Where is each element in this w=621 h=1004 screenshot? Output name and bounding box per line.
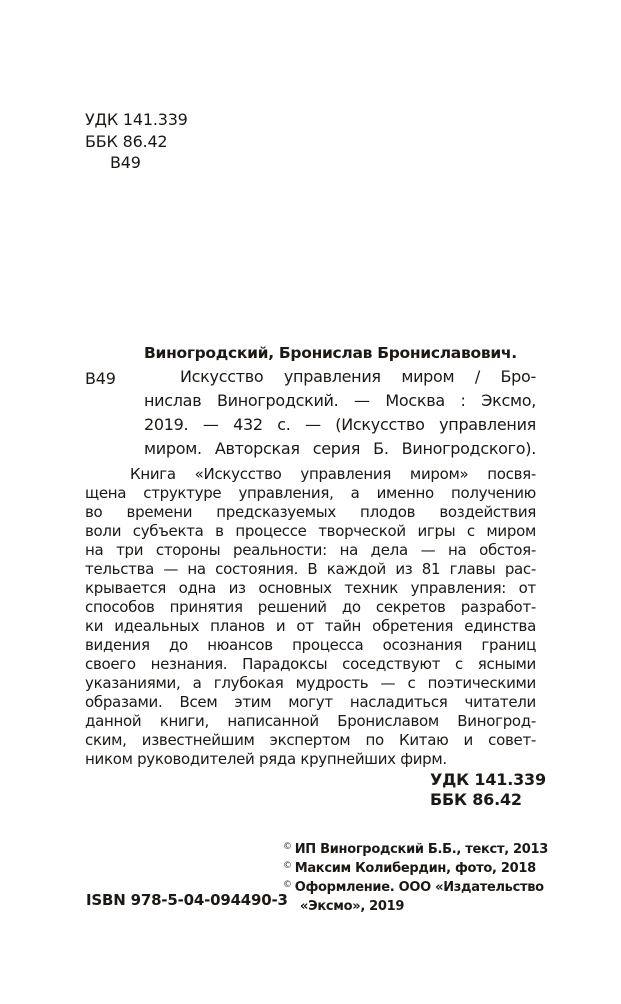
bib-line: 2019. — 432 с. — (Искусство управления	[144, 415, 536, 434]
annotation-line: ником руководителей ряда крупнейших фирм.	[85, 750, 447, 768]
copyright-block	[283, 841, 553, 915]
bib-line: Искусство управления миром / Бро-	[180, 367, 536, 386]
udk-code-bottom: УДК 141.339	[430, 770, 546, 789]
top-codes-block	[85, 109, 188, 174]
annotation-line: на три стороны реальности: на дела — на обстоя-	[85, 541, 536, 559]
bib-line: нислав Виногродский. — Москва : Эксмо,	[144, 391, 536, 410]
annotation-line: способов принятия решений до секретов разработ-	[85, 598, 536, 616]
copyright-text: Оформление. ООО «Издательство	[294, 880, 544, 895]
copyright-line	[283, 879, 553, 898]
udk-code: УДК 141.339	[85, 110, 188, 129]
copyright-text: ИП Виногродский Б.Б., текст, 2013	[294, 842, 549, 857]
copyright-line	[283, 841, 553, 860]
copyright-symbol: ©	[283, 842, 292, 852]
annotation-line: ки идеальных планов и от тайн обретения единства	[85, 617, 536, 635]
annotation-line: щена структуре управления, а именно получению	[85, 484, 536, 502]
bib-author-header: Виногродский, Бронислав Брониславович.	[144, 344, 517, 362]
bbk-code-bottom: ББК 86.42	[430, 790, 522, 809]
annotation-line: тельства — на состояния. В каждой из 81 главы рас-	[85, 560, 536, 578]
copyright-symbol: ©	[283, 861, 292, 871]
annotation-line: воли субъекта в процессе творческой игры с миром	[85, 522, 536, 540]
bottom-codes-block	[430, 770, 546, 810]
copyright-text: Максим Колибердин, фото, 2018	[294, 861, 536, 876]
bibliographic-entry	[85, 341, 536, 461]
annotation-line: видения до нюансов процесса осознания границ	[85, 636, 536, 654]
copyright-symbol: ©	[283, 880, 292, 890]
annotation-line: указаниями, а глубокая мудрость — с поэтическими	[85, 674, 536, 692]
annotation-line: крывается одна из основных техник управления: от	[85, 579, 536, 597]
annotation-line: образами. Всем этим могут насладиться читатели	[85, 693, 536, 711]
author-code: В49	[110, 153, 141, 172]
isbn-label: ISBN 978-5-04-094490-3	[86, 891, 288, 909]
bib-author-code: В49	[85, 369, 116, 388]
annotation-line: Книга «Искусство управления миром» посвя-	[130, 465, 536, 483]
bib-line: миром. Авторская серия Б. Виногродского).	[144, 439, 536, 458]
bbk-code: ББК 86.42	[85, 131, 168, 151]
copyright-line	[283, 860, 553, 879]
annotation-line: данной книги, написанной Брониславом Виногрод-	[85, 712, 536, 730]
copyright-line-continuation: «Эксмо», 2019	[300, 899, 405, 914]
annotation-paragraph	[85, 465, 536, 769]
annotation-line: ским, известнейшим экспертом по Китаю и совет-	[85, 731, 536, 749]
annotation-line: своего незнания. Парадоксы соседствуют с ясными	[85, 655, 536, 673]
annotation-line: во времени предсказуемых плодов воздействия	[85, 503, 536, 521]
